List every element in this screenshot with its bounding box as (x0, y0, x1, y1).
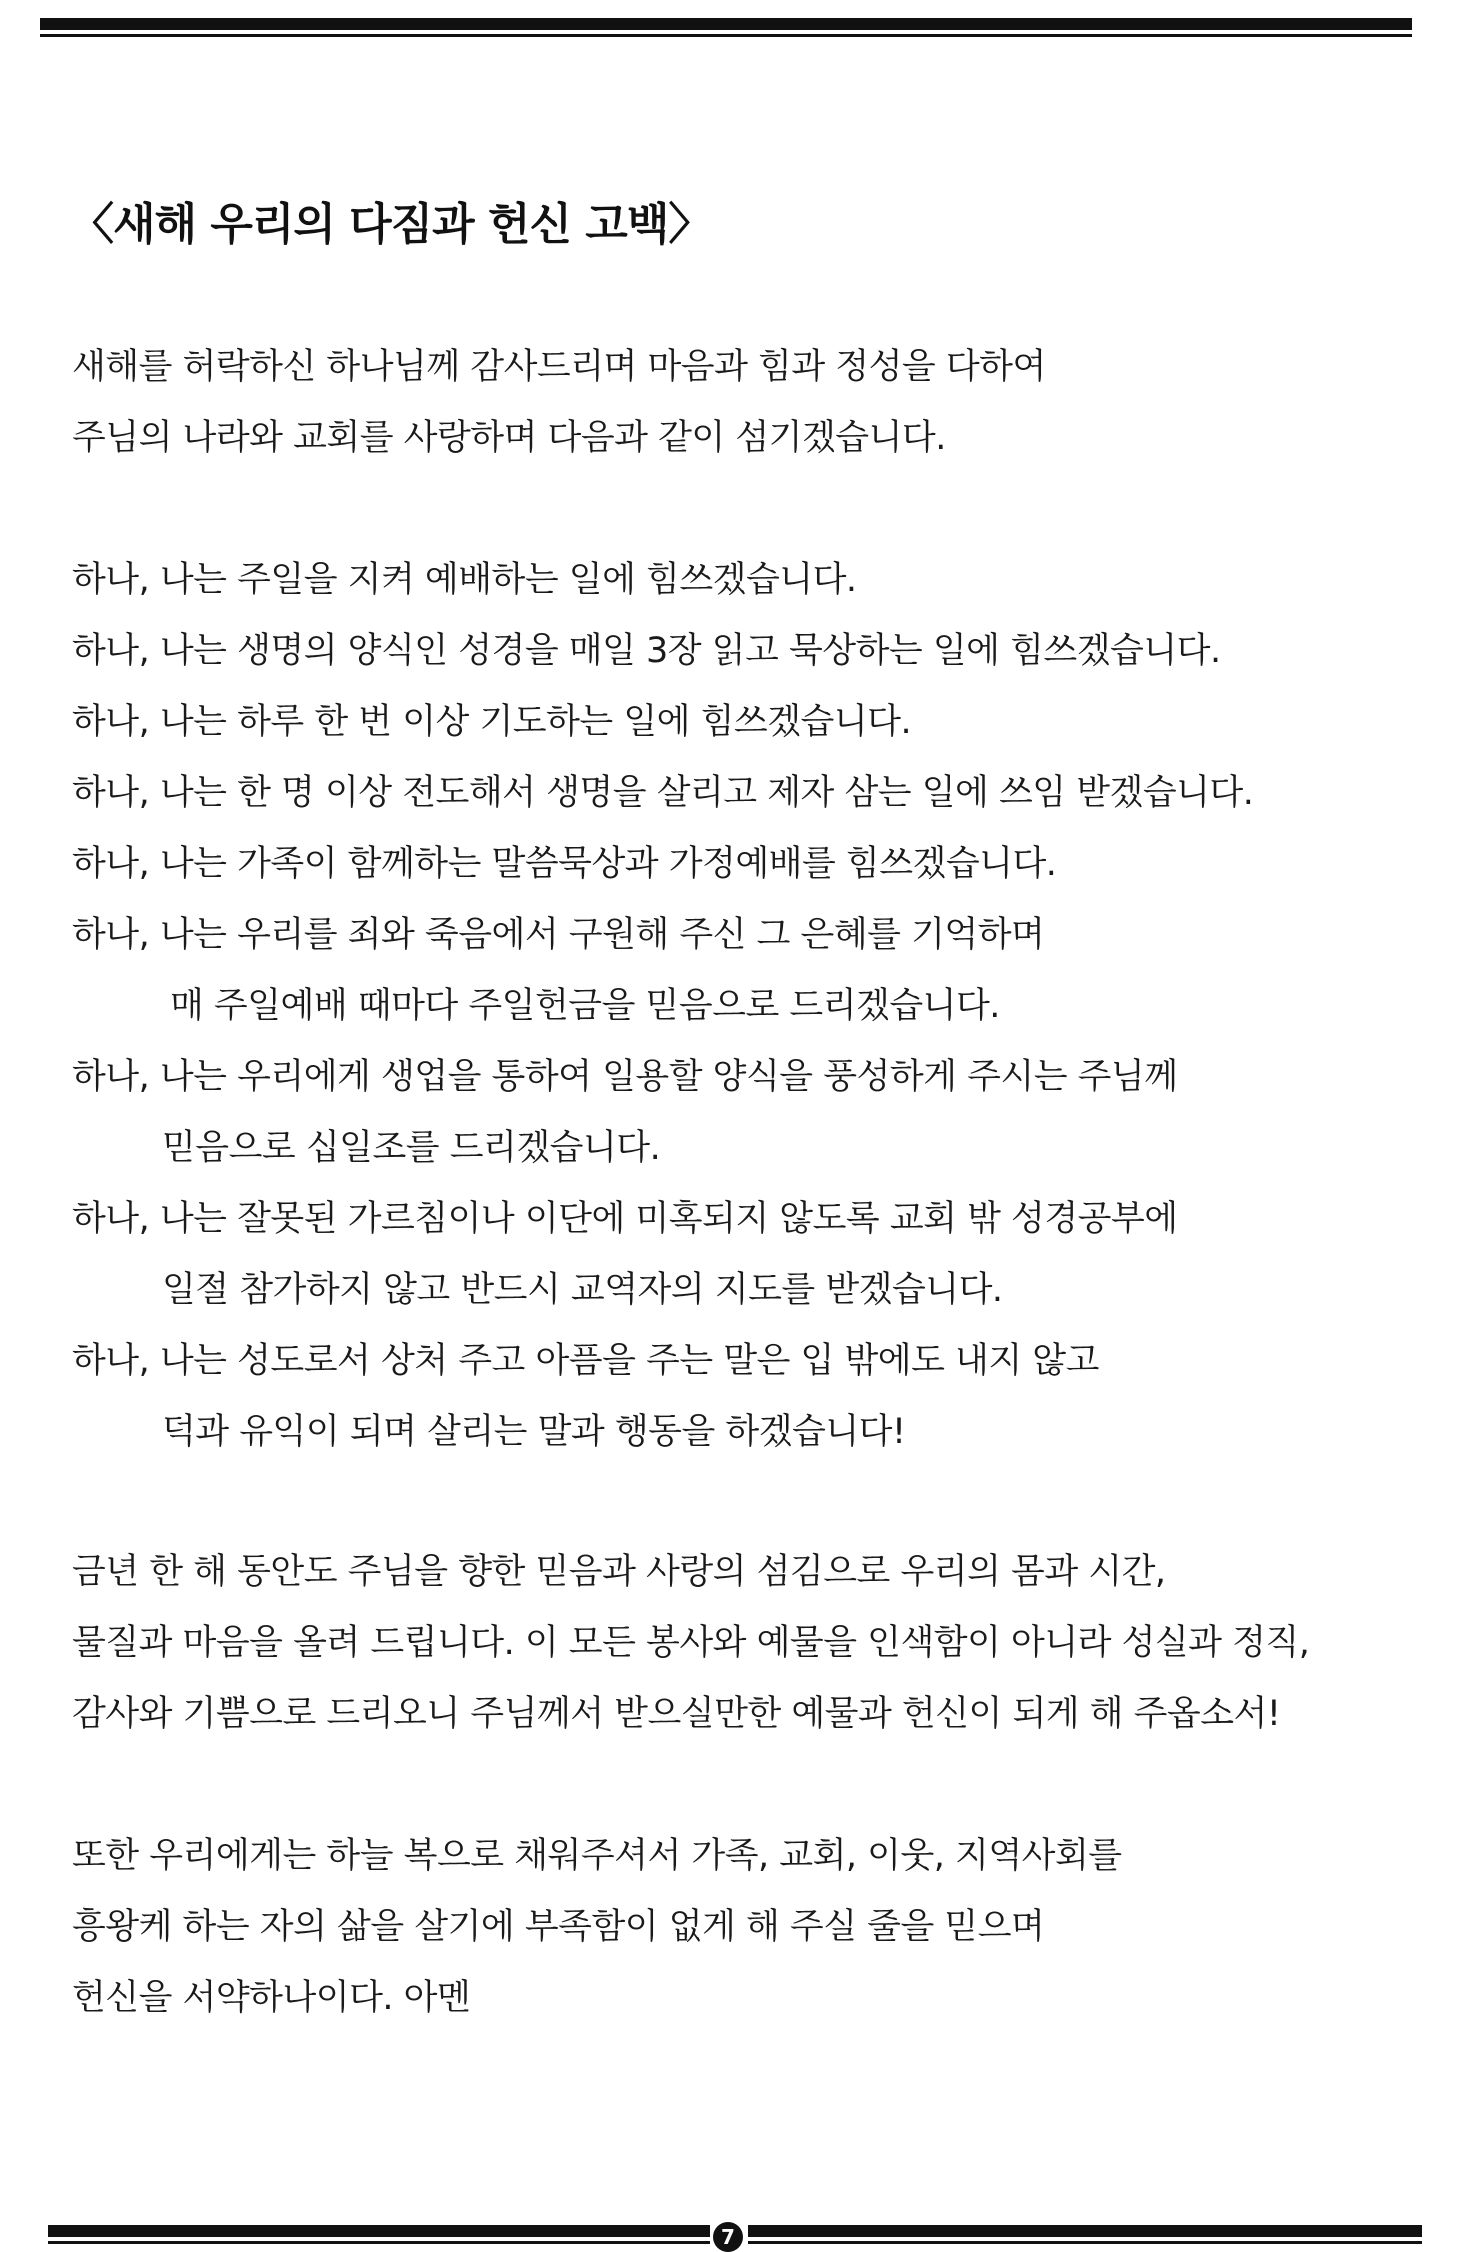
pledge-line: 하나, 나는 생명의 양식인 성경을 매일 3장 읽고 묵상하는 일에 힘쓰겠습니다. (72, 631, 1221, 671)
offering-line: 감사와 기쁨으로 드리오니 주님께서 받으실만한 예물과 헌신이 되게 해 주옵소서! (72, 1694, 1281, 1734)
page-title: 〈새해 우리의 다짐과 헌신 고백〉 (70, 199, 712, 250)
closing-line: 헌신을 서약하나이다. 아멘 (72, 1978, 471, 2018)
pledge-line: 하나, 나는 가족이 함께하는 말씀묵상과 가정예배를 힘쓰겠습니다. (72, 844, 1057, 884)
pledge-line: 하나, 나는 잘못된 가르침이나 이단에 미혹되지 않도록 교회 밖 성경공부에 (72, 1199, 1178, 1239)
page-number: 7 (713, 2222, 743, 2252)
pledge-line: 하나, 나는 우리를 죄와 죽음에서 구원해 주신 그 은혜를 기억하며 (72, 915, 1045, 955)
pledge-line: 하나, 나는 하루 한 번 이상 기도하는 일에 힘쓰겠습니다. (72, 702, 912, 742)
offering-line: 금년 한 해 동안도 주님을 향한 믿음과 사랑의 섬김으로 우리의 몸과 시간, (72, 1552, 1166, 1592)
pledge-line: 하나, 나는 주일을 지켜 예배하는 일에 힘쓰겠습니다. (72, 560, 857, 600)
top-border-thin (40, 34, 1412, 37)
pledge-continuation: 매 주일예배 때마다 주일헌금을 믿음으로 드리겠습니다. (170, 986, 1000, 1026)
bottom-border-right-thick (748, 2225, 1422, 2237)
pledge-continuation: 일절 참가하지 않고 반드시 교역자의 지도를 받겠습니다. (162, 1270, 1003, 1310)
intro-line: 새해를 허락하신 하나님께 감사드리며 마음과 힘과 정성을 다하여 (72, 347, 1046, 387)
bottom-border-left-thin (48, 2241, 710, 2244)
pledge-continuation: 믿음으로 십일조를 드리겠습니다. (162, 1128, 661, 1168)
closing-line: 흥왕케 하는 자의 삶을 살기에 부족함이 없게 해 주실 줄을 믿으며 (72, 1907, 1045, 1947)
offering-line: 물질과 마음을 올려 드립니다. 이 모든 봉사와 예물을 인색함이 아니라 성실과 정직, (72, 1623, 1310, 1663)
intro-line: 주님의 나라와 교회를 사랑하며 다음과 같이 섬기겠습니다. (72, 418, 946, 458)
pledge-line: 하나, 나는 성도로서 상처 주고 아픔을 주는 말은 입 밖에도 내지 않고 (72, 1341, 1099, 1381)
pledge-continuation: 덕과 유익이 되며 살리는 말과 행동을 하겠습니다! (162, 1412, 906, 1452)
closing-line: 또한 우리에게는 하늘 복으로 채워주셔서 가족, 교회, 이웃, 지역사회를 (72, 1836, 1122, 1876)
pledge-line: 하나, 나는 우리에게 생업을 통하여 일용할 양식을 풍성하게 주시는 주님께 (72, 1057, 1178, 1097)
top-border-thick (40, 18, 1412, 30)
bottom-border-left-thick (48, 2225, 710, 2237)
pledge-line: 하나, 나는 한 명 이상 전도해서 생명을 살리고 제자 삼는 일에 쓰임 받겠습니다. (72, 773, 1254, 813)
bottom-border-right-thin (748, 2241, 1422, 2244)
